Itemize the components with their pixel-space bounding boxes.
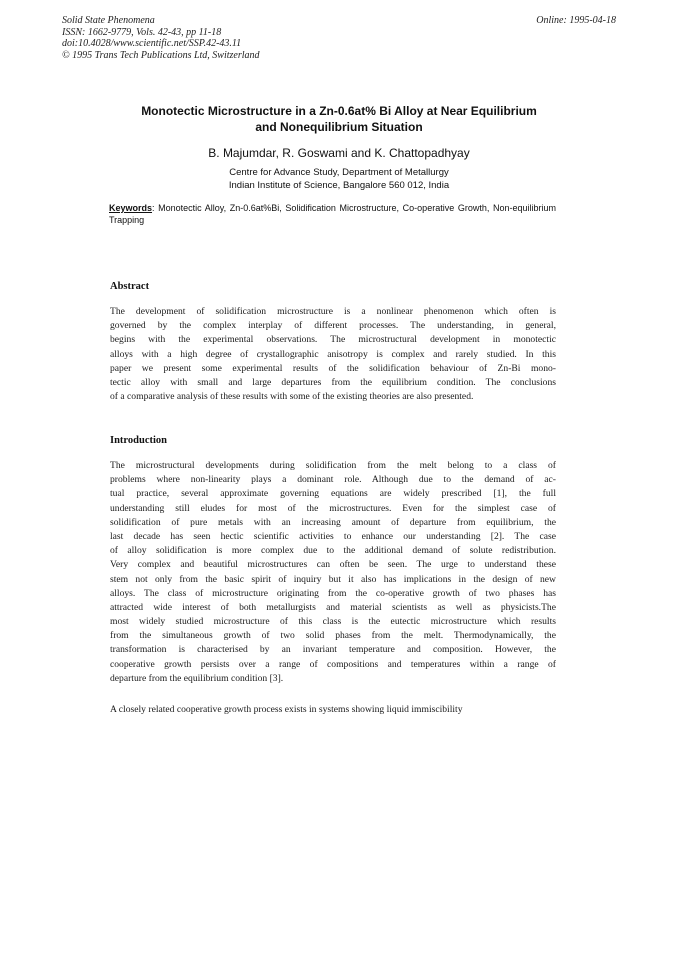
text-line: tual practice, several approximate governing equations are widely prescribed [1], the full (110, 488, 556, 500)
text-line: problems where non-linearity plays a dominant role. Although due to the demand of ac- (110, 474, 556, 486)
paper-title (100, 103, 578, 135)
text-line: Very complex and beautiful microstructures can often be seen. The urge to understand these (110, 559, 556, 571)
text-line: of a comparative analysis of these results with some of the existing theories are also presented. (110, 391, 474, 403)
author-list: B. Majumdar, R. Goswami and K. Chattopadhyay (208, 146, 470, 160)
text-line: understanding still eludes for most of the microstructures. Even for the simplest case of (110, 502, 556, 514)
text-line: transformation is characterised by an invariant temperature and composition. However, the (110, 644, 556, 656)
text-line: governed by the complex interplay of different processes. The understanding, in general, (110, 320, 556, 332)
text-line: last decade has seen hectic scientific activities to enhance our understanding [2]. The case (110, 530, 556, 542)
text-line: begins with the experimental observations. The microstructural development in monotectic (110, 334, 556, 346)
journal-name: Solid State Phenomena (62, 15, 155, 26)
copyright-line: © 1995 Trans Tech Publications Ltd, Switzerland (62, 49, 260, 61)
text-line: alloys. The class of microstructure originating from the co-operative growth of two phases has (110, 587, 556, 599)
title-line-1: Monotectic Microstructure in a Zn-0.6at% Bi Alloy at Near Equilibrium (141, 104, 537, 118)
online-date: Online: 1995-04-18 (536, 15, 616, 26)
keywords-text: Monotectic Alloy, Zn-0.6at%Bi, Solidification Microstructure, Co-operative Growth, Non-equilibrium Trapping (109, 203, 556, 225)
text-line: alloys with a high degree of crystallographic anisotropy is complex and rarely studied. In this (110, 348, 556, 360)
keywords-block (109, 202, 556, 226)
affiliation-line-1: Centre for Advance Study, Department of Metallurgy (229, 167, 449, 178)
affiliation-line-2: Indian Institute of Science, Bangalore 560 012, India (228, 179, 450, 191)
text-line: from the simultaneous growth of two solid phases from the melt. Thermodynamically, the (110, 630, 556, 642)
text-line: attracted wide interest of both metallurgists and material scientists as well as physicists.The (110, 601, 556, 613)
introduction-paragraph-2 (110, 703, 556, 717)
abstract-body (110, 305, 556, 404)
text-line: of alloy solidification is more complex due to the additional demand of solute redistribution. (110, 545, 556, 557)
text-line: most widely studied microstructure of this class is the eutectic microstructure which results (110, 616, 556, 628)
text-line: paper we present some experimental results of the solidification behaviour of Zn-Bi mono- (110, 362, 556, 374)
doi-line: doi:10.4028/www.scientific.net/SSP.42-43.11 (62, 38, 242, 49)
text-line: stem not only from the basic spirit of inquiry but it also has implications in the design of new (110, 573, 556, 585)
text-line: The development of solidification microstructure is a nonlinear phenomenon which often is (110, 306, 556, 317)
affiliation (100, 167, 578, 192)
text-line: A closely related cooperative growth process exists in systems showing liquid immiscibility (110, 704, 463, 715)
introduction-heading: Introduction (110, 435, 167, 446)
keywords-colon: : (152, 203, 155, 213)
issn-line: ISSN: 1662-9779, Vols. 42-43, pp 11-18 (62, 26, 222, 38)
text-line: tectic alloy with small and large departures from the equilibrium condition. The conclusions (110, 376, 556, 388)
text-line: solidification of pure metals with an increasing amount of departure from equilibrium, the (110, 516, 556, 528)
introduction-body (110, 459, 556, 686)
text-line: departure from the equilibrium condition [3]. (110, 672, 284, 684)
abstract-heading: Abstract (110, 281, 150, 292)
keywords-label: Keywords (109, 203, 153, 213)
text-line: cooperative growth persists over a range of compositions and temperatures within a range of (110, 658, 556, 670)
text-line: The microstructural developments during solidification from the melt belong to a class of (110, 460, 556, 471)
journal-header (62, 15, 260, 61)
title-line-2: and Nonequilibrium Situation (255, 120, 423, 134)
